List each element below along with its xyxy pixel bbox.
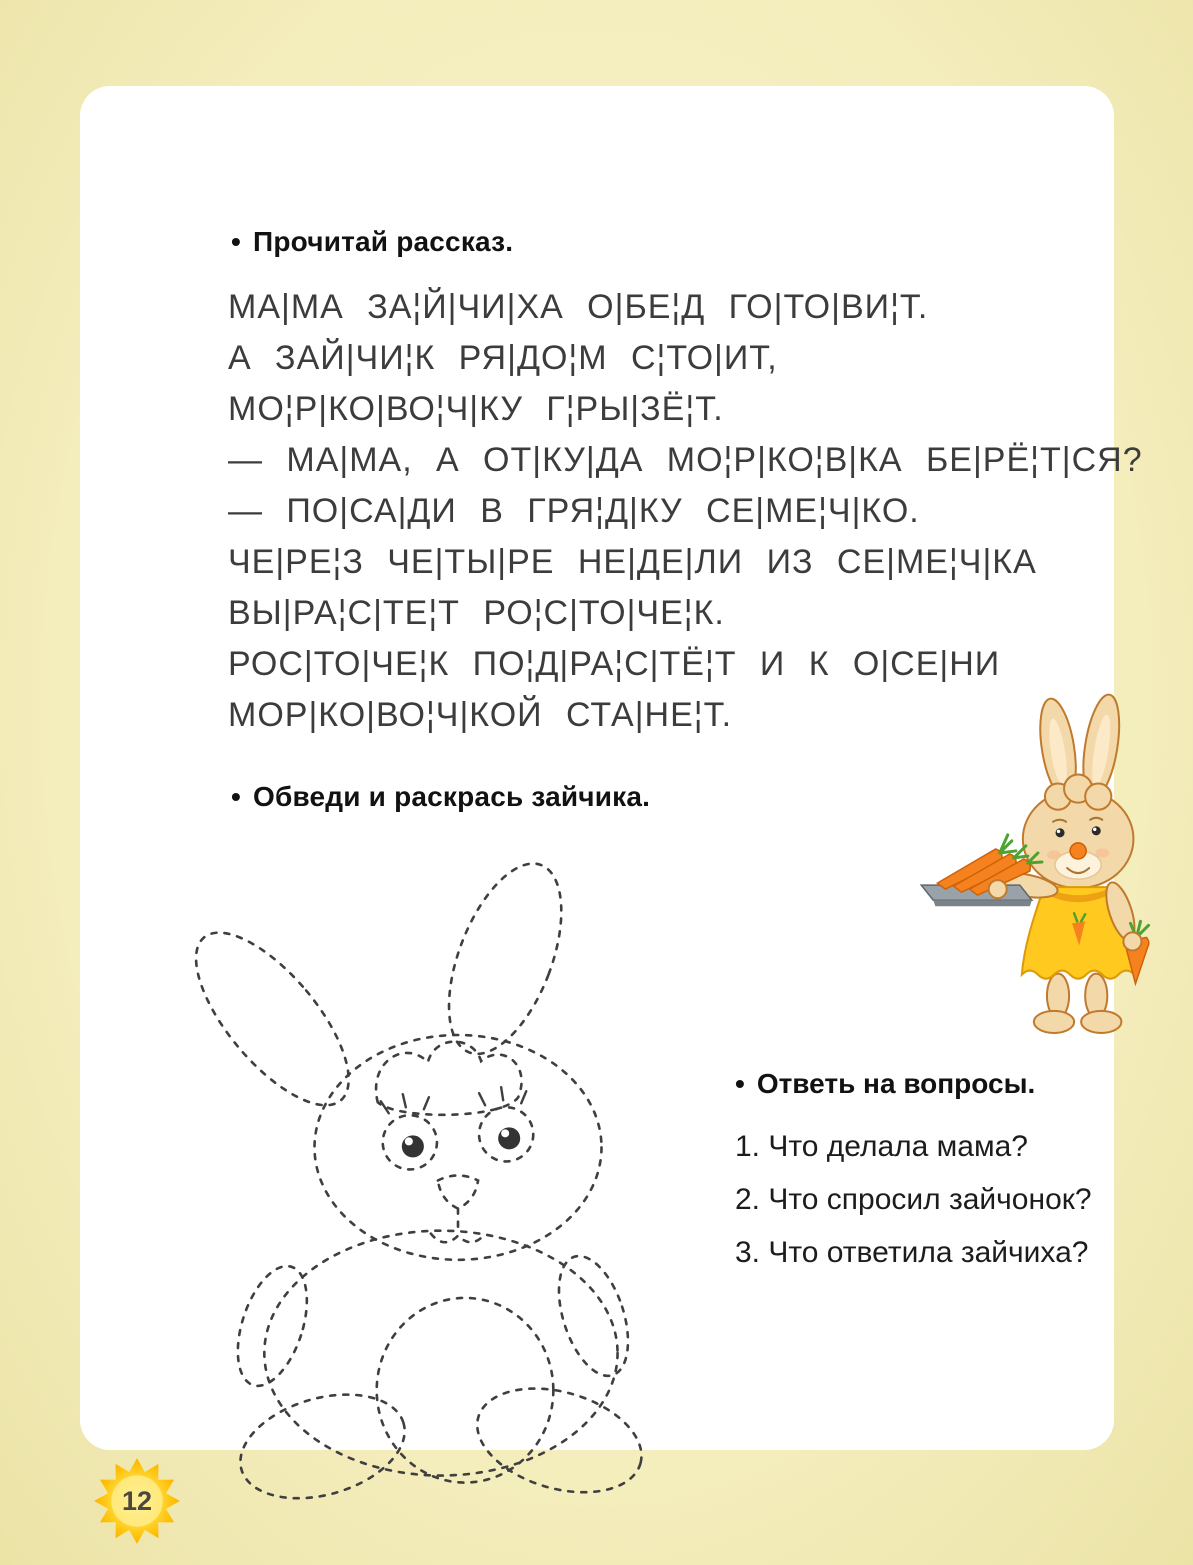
bullet-dot: • [231, 226, 242, 257]
bunny-with-carrots-illustration [906, 686, 1193, 1038]
story-line: ВЫ|РА¦С|ТЕ¦Т РО¦С|ТО|ЧЕ¦К. [228, 594, 725, 632]
dotted-bunny-outline [172, 846, 744, 1514]
story-line: МА|МА ЗА¦Й|ЧИ|ХА О|БЕ¦Д ГО|ТО|ВИ¦Т. [228, 288, 929, 326]
bunny-legs [1034, 974, 1121, 1033]
trace-left-ear [172, 909, 375, 1129]
trace-hair-tuft [376, 1042, 521, 1115]
questions-section [735, 1068, 1193, 1279]
story-line: А ЗАЙ|ЧИ¦К РЯ|ДО¦М С¦ТО|ИТ, [228, 339, 778, 377]
page-number: 12 [121, 1485, 153, 1516]
trace-eye-pupils [402, 1127, 520, 1157]
read-heading-text: Прочитай рассказ. [253, 226, 514, 257]
trace-right-arm [546, 1248, 642, 1385]
trace-mouth [431, 1209, 485, 1243]
trace-left-foot [228, 1377, 417, 1514]
story-line: РОС|ТО|ЧЕ¦К ПО¦Д|РА¦С|ТЁ¦Т И К О|СЕ|НИ [228, 645, 1001, 683]
story-line: — ПО|СА|ДИ В ГРЯ¦Д|КУ СЕ|МЕ¦Ч|КО. [228, 492, 920, 530]
page-card [80, 86, 1143, 1450]
story-line: — МА|МА, А ОТ|КУ|ДА МО¦Р|КО¦В|КА БЕ|РЁ¦Т|СЯ? [228, 441, 1143, 479]
trace-right-ear [426, 848, 584, 1068]
page-number-marker [92, 1456, 182, 1546]
questions-list [735, 1120, 1193, 1279]
bunny-left-paw [989, 880, 1007, 898]
trace-right-foot [465, 1371, 654, 1510]
read-section-heading [231, 226, 513, 258]
trace-nose [438, 1175, 478, 1208]
question-item: 1. Что делала мама? [735, 1130, 1028, 1163]
bullet-dot: • [231, 781, 242, 812]
question-item: 2. Что спросил зайчонок? [735, 1183, 1092, 1216]
bullet-dot: • [735, 1068, 745, 1099]
trace-eyelashes [381, 1087, 527, 1113]
trace-belly [377, 1298, 554, 1483]
story-text [228, 282, 1143, 741]
trace-section-heading [231, 781, 650, 813]
questions-heading-text: Ответь на вопросы. [756, 1068, 1036, 1099]
story-line: МО¦Р|КО|ВО¦Ч|КУ Г¦РЫ|ЗЁ¦Т. [228, 390, 724, 428]
questions-heading [735, 1068, 1193, 1100]
question-item: 3. Что ответила зайчиха? [735, 1236, 1089, 1269]
trace-left-arm [224, 1258, 320, 1395]
trace-heading-text: Обведи и раскрась зайчика. [253, 781, 651, 812]
story-line: МОР|КО|ВО¦Ч|КОЙ СТА|НЕ¦Т. [228, 696, 733, 734]
story-line: ЧЕ|РЕ¦З ЧЕ|ТЫ|РЕ НЕ|ДЕ|ЛИ ИЗ СЕ|МЕ¦Ч|КА [228, 543, 1037, 581]
bunny-right-paw [1123, 932, 1141, 950]
